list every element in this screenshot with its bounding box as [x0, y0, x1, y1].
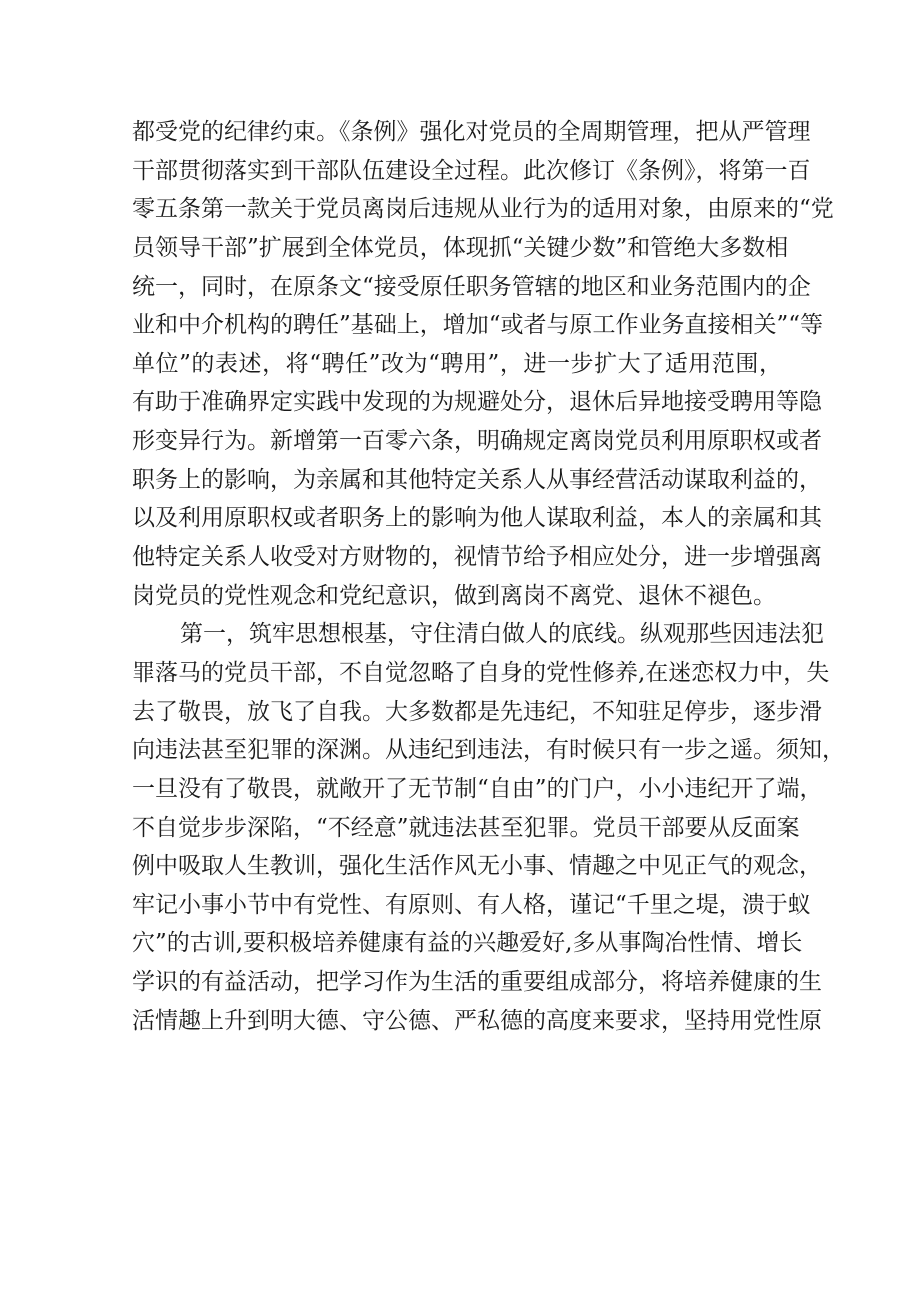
text-line: 一旦没有了敬畏，就敞开了无节制“自由”的门户，小小违纪开了端， [132, 775, 823, 802]
text-line: 有助于准确界定实践中发现的为规避处分，退休后异地接受聘用等隐 [132, 389, 822, 416]
text-line: 他特定关系人收受对方财物的，视情节给予相应处分，进一步增强离 [132, 544, 822, 571]
text-line: 牢记小事小节中有党性、有原则、有人格，谨记“千里之堤，溃于蚁 [132, 891, 811, 918]
text-line: 业和中介机构的聘任”基础上，增加“或者与原工作业务直接相关”“等 [132, 312, 824, 339]
text-line: 员领导干部”扩展到全体党员，体现抓“关键少数”和管绝大多数相 [132, 234, 789, 261]
text-line: 岗党员的党性观念和党纪意识，做到离岗不离党、退休不褪色。 [132, 582, 776, 609]
text-line: 第一，筑牢思想根基，守住清白做人的底线。纵观那些因违法犯 [180, 621, 824, 648]
text-line: 单位”的表述，将“聘任”改为“聘用”，进一步扩大了适用范围， [132, 350, 782, 377]
text-line: 形变异行为。新增第一百零六条，明确规定离岗党员利用原职权或者 [132, 428, 822, 455]
document-body [132, 113, 845, 1040]
text-line: 穴”的古训,要积极培养健康有益的兴趣爱好,多从事陶冶性情、增长 [132, 930, 803, 957]
text-line: 罪落马的党员干部，不自觉忽略了自身的党性修养,在迷恋权力中，失 [132, 659, 830, 686]
text-line: 零五条第一款关于党员离岗后违规从业行为的适用对象，由原来的“党 [132, 196, 834, 223]
text-line: 干部贯彻落实到干部队伍建设全过程。此次修订《条例》，将第一百 [132, 157, 811, 184]
text-line: 向违法甚至犯罪的深渊。从违纪到违法，有时候只有一步之遥。须知， [132, 737, 845, 764]
text-line: 职务上的影响，为亲属和其他特定关系人从事经营活动谋取利益的， [132, 466, 822, 493]
text-line: 统一，同时，在原条文“接受原任职务管辖的地区和业务范围内的企 [132, 273, 811, 300]
text-line: 去了敬畏，放飞了自我。大多数都是先违纪，不知驻足停步，逐步滑 [132, 698, 822, 725]
paragraph-1 [132, 113, 834, 615]
text-line: 都受党的纪律约束。《条例》强化对党员的全周期管理，把从严管理 [132, 119, 811, 145]
text-line: 学识的有益活动，把学习作为生活的重要组成部分，将培养健康的生 [132, 969, 822, 996]
paragraph-2 [132, 615, 845, 1040]
text-line: 不自觉步步深陷，“不经意”就违法甚至犯罪。党员干部要从反面案 [132, 814, 800, 841]
text-line: 以及利用原职权或者职务上的影响为他人谋取利益，本人的亲属和其 [132, 505, 822, 532]
text-line: 例中吸取人生教训，强化生活作风无小事、情趣之中见正气的观念， [132, 853, 822, 880]
text-line: 活情趣上升到明大德、守公德、严私德的高度来要求，坚持用党性原 [132, 1007, 822, 1034]
